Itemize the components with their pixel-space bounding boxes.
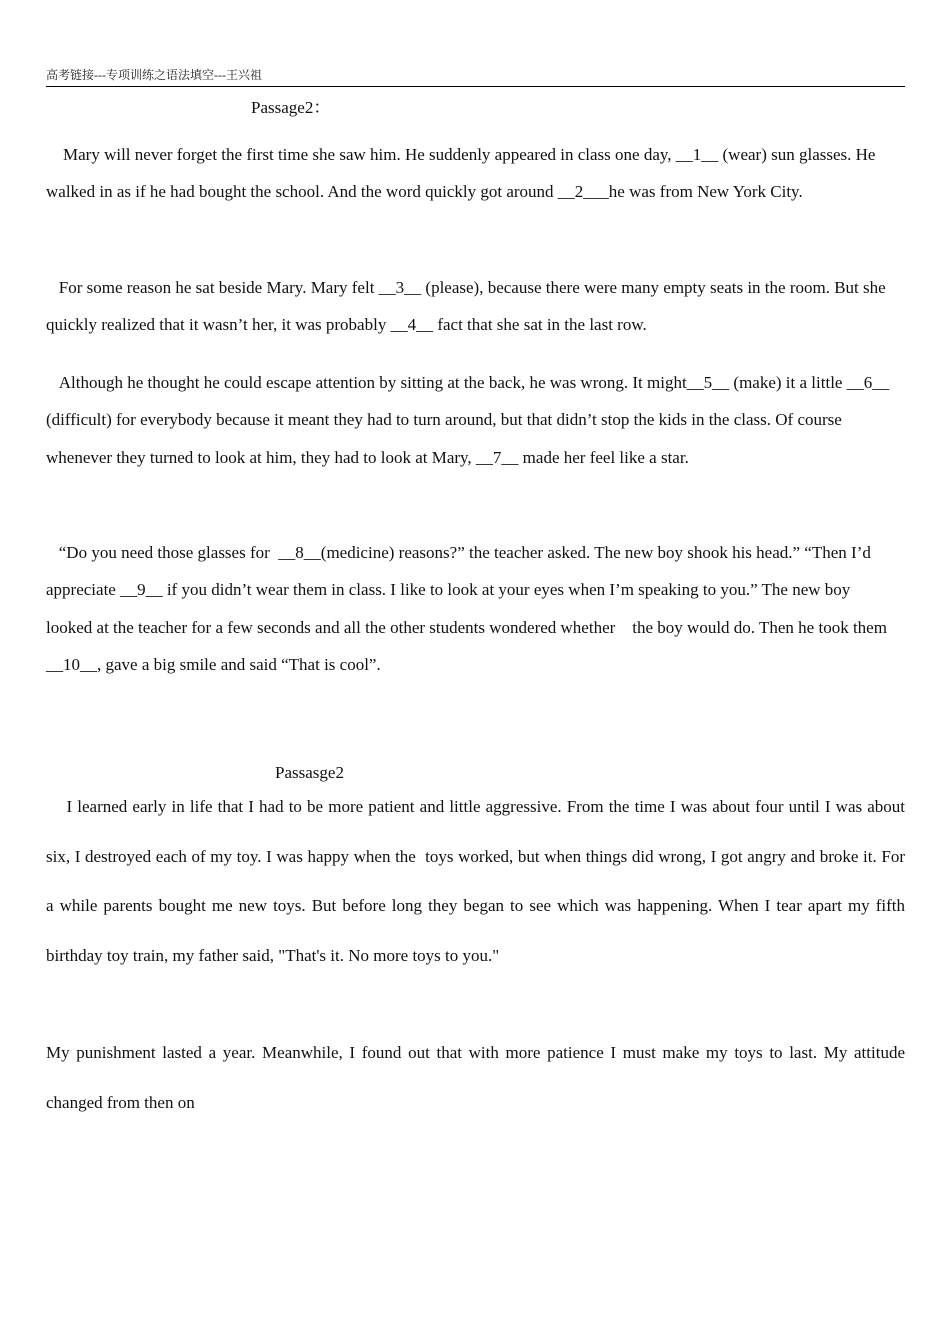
passage-a-paragraph-1: Mary will never forget the first time she saw him. He suddenly appeared in class one day, __1__ (wear) sun glasses. He walked in as if he had bought the school. And the word quickly got around __2___he was from New York City. bbox=[46, 145, 880, 202]
passage-b-paragraph-2: My punishment lasted a year. Meanwhile, I found out that with more patience I must make my toys to last. My attitude changed from then on bbox=[46, 1043, 910, 1112]
passage-b-title: Passasge2 bbox=[275, 763, 344, 782]
passage-a-paragraph-2: For some reason he sat beside Mary. Mary felt __3__ (please), because there were many empty seats in the room. But she quickly realized that it wasn’t her, it was probably __4__ fact that she sat in the last row. bbox=[46, 278, 890, 335]
passage-b-paragraph-1: I learned early in life that I had to be more patient and little aggressive. From the time I was about four until I was about six, I destroyed each of my toy. I was happy when the toys worked, but when things did wrong, I got angry and broke it. For a while parents bought me new toys. But before long they began to see which was happening. When I tear apart my fifth birthday toy train, my father said, "That's it. No more toys to you." bbox=[46, 797, 910, 965]
passage-a-paragraph-3: Although he thought he could escape attention by sitting at the back, he was wrong. It might__5__ (make) it a little __6__ (difficult) for everybody because it meant they had to turn around, but that didn’t stop the kids in the class. Of course whenever they turned to look at him, they had to look at Mary, __7__ made her feel like a star. bbox=[46, 373, 894, 467]
passage-a-paragraph-4: “Do you need those glasses for __8__(medicine) reasons?” the teacher asked. The new boy shook his head.” “Then I’d appreciate __9__ if you didn’t wear them in class. I like to look at your eyes when I’m speaking to you.” The new boy looked at the teacher for a few seconds and all the other students wondered whether the boy would do. Then he took them __10__, gave a big smile and said “That is cool”. bbox=[46, 543, 892, 674]
passage-a-title: Passage2： bbox=[251, 98, 331, 117]
page-header: 高考链接---专项训练之语法填空---王兴祖 bbox=[46, 66, 905, 87]
